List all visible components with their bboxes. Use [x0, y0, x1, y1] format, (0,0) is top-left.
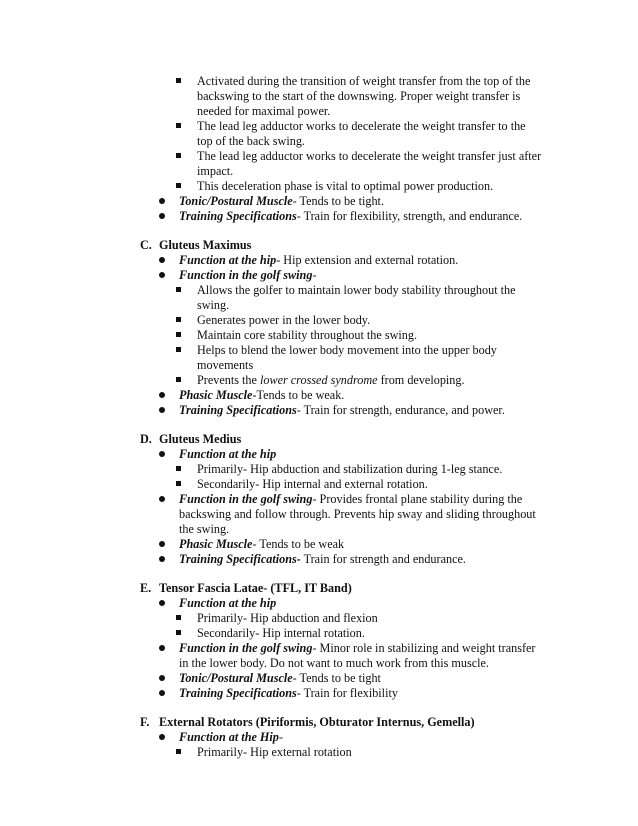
function-hip: Function at the hip [0, 596, 638, 611]
intro-block [0, 74, 638, 760]
training-specs: Training Specifications- Train for flexibility [0, 686, 638, 701]
square-bullet-icon [176, 347, 181, 352]
round-bullet-icon [159, 690, 165, 696]
phasic-muscle: Phasic Muscle- Tends to be weak [0, 537, 638, 552]
function-golf: Function in the golf swing- Provides frontal plane stability during the backswing and follow through. Prevents hip sway and sliding throughout the swing. [0, 492, 638, 537]
function-golf: Function in the golf swing- [0, 268, 638, 283]
list-item: Generates power in the lower body. [0, 313, 638, 328]
list-item: Prevents the lower crossed syndrome from developing. [0, 373, 638, 388]
round-bullet-icon [159, 541, 165, 547]
tonic-muscle: Tonic/Postural Muscle- Tends to be tight [0, 671, 638, 686]
list-item: Primarily- Hip abduction and flexion [0, 611, 638, 626]
section-external-rotators [0, 715, 638, 760]
square-bullet-icon [176, 481, 181, 486]
list-item: The lead leg adductor works to decelerate the weight transfer just after impact. [0, 149, 638, 179]
square-bullet-icon [176, 78, 181, 83]
function-hip: Function at the hip [0, 447, 638, 462]
hip-sub-list [0, 611, 638, 641]
list-item: Maintain core stability throughout the swing. [0, 328, 638, 343]
square-bullet-icon [176, 123, 181, 128]
function-hip: Function at the Hip- [0, 730, 638, 745]
section-tfl [0, 581, 638, 701]
list-item: Secondarily- Hip internal and external rotation. [0, 477, 638, 492]
intro-training: Training Specifications- Train for flexibility, strength, and endurance. [0, 209, 638, 224]
list-item: Helps to blend the lower body movement into the upper body movements [0, 343, 638, 373]
round-bullet-icon [159, 556, 165, 562]
list-item: Allows the golfer to maintain lower body stability throughout the swing. [0, 283, 638, 313]
square-bullet-icon [176, 183, 181, 188]
list-item: Primarily- Hip abduction and stabilization during 1-leg stance. [0, 462, 638, 477]
round-bullet-icon [159, 272, 165, 278]
section-gluteus-maximus [0, 238, 638, 418]
square-bullet-icon [176, 317, 181, 322]
square-bullet-icon [176, 630, 181, 635]
round-bullet-icon [159, 496, 165, 502]
section-heading: F. External Rotators (Piriformis, Obturator Internus, Gemella) [140, 715, 475, 729]
square-bullet-icon [176, 377, 181, 382]
round-bullet-icon [159, 198, 165, 204]
hip-sub-list [0, 745, 638, 760]
list-item: Secondarily- Hip internal rotation. [0, 626, 638, 641]
round-bullet-icon [159, 257, 165, 263]
golf-sub-list [0, 283, 638, 388]
function-golf: Function in the golf swing- Minor role in stabilizing and weight transfer in the lower body. Do not want to much work from this muscle. [0, 641, 638, 671]
round-bullet-icon [159, 675, 165, 681]
round-bullet-icon [159, 407, 165, 413]
round-bullet-icon [159, 451, 165, 457]
section-heading: D. Gluteus Medius [140, 432, 242, 446]
list-item: This deceleration phase is vital to optimal power production. [0, 179, 638, 194]
list-item: Activated during the transition of weight transfer from the top of the backswing to the start of the downswing. Proper weight transfer is needed for maximal power. [0, 74, 638, 119]
round-bullet-icon [159, 645, 165, 651]
round-bullet-icon [159, 734, 165, 740]
section-heading: E. Tensor Fascia Latae- (TFL, IT Band) [140, 581, 352, 595]
intro-sub-list [0, 74, 638, 194]
list-item: Primarily- Hip external rotation [0, 745, 638, 760]
square-bullet-icon [176, 615, 181, 620]
square-bullet-icon [176, 749, 181, 754]
square-bullet-icon [176, 332, 181, 337]
training-specs: Training Specifications- Train for strength and endurance. [0, 552, 638, 567]
training-specs: Training Specifications- Train for strength, endurance, and power. [0, 403, 638, 418]
square-bullet-icon [176, 153, 181, 158]
square-bullet-icon [176, 466, 181, 471]
section-gluteus-medius [0, 432, 638, 567]
hip-sub-list [0, 462, 638, 492]
section-heading: C. Gluteus Maximus [140, 238, 252, 252]
intro-tonic: Tonic/Postural Muscle- Tends to be tight. [0, 194, 638, 209]
phasic-muscle: Phasic Muscle-Tends to be weak. [0, 388, 638, 403]
square-bullet-icon [176, 287, 181, 292]
function-hip: Function at the hip- Hip extension and external rotation. [0, 253, 638, 268]
round-bullet-icon [159, 392, 165, 398]
round-bullet-icon [159, 600, 165, 606]
list-item: The lead leg adductor works to decelerate the weight transfer to the top of the back swing. [0, 119, 638, 149]
round-bullet-icon [159, 213, 165, 219]
